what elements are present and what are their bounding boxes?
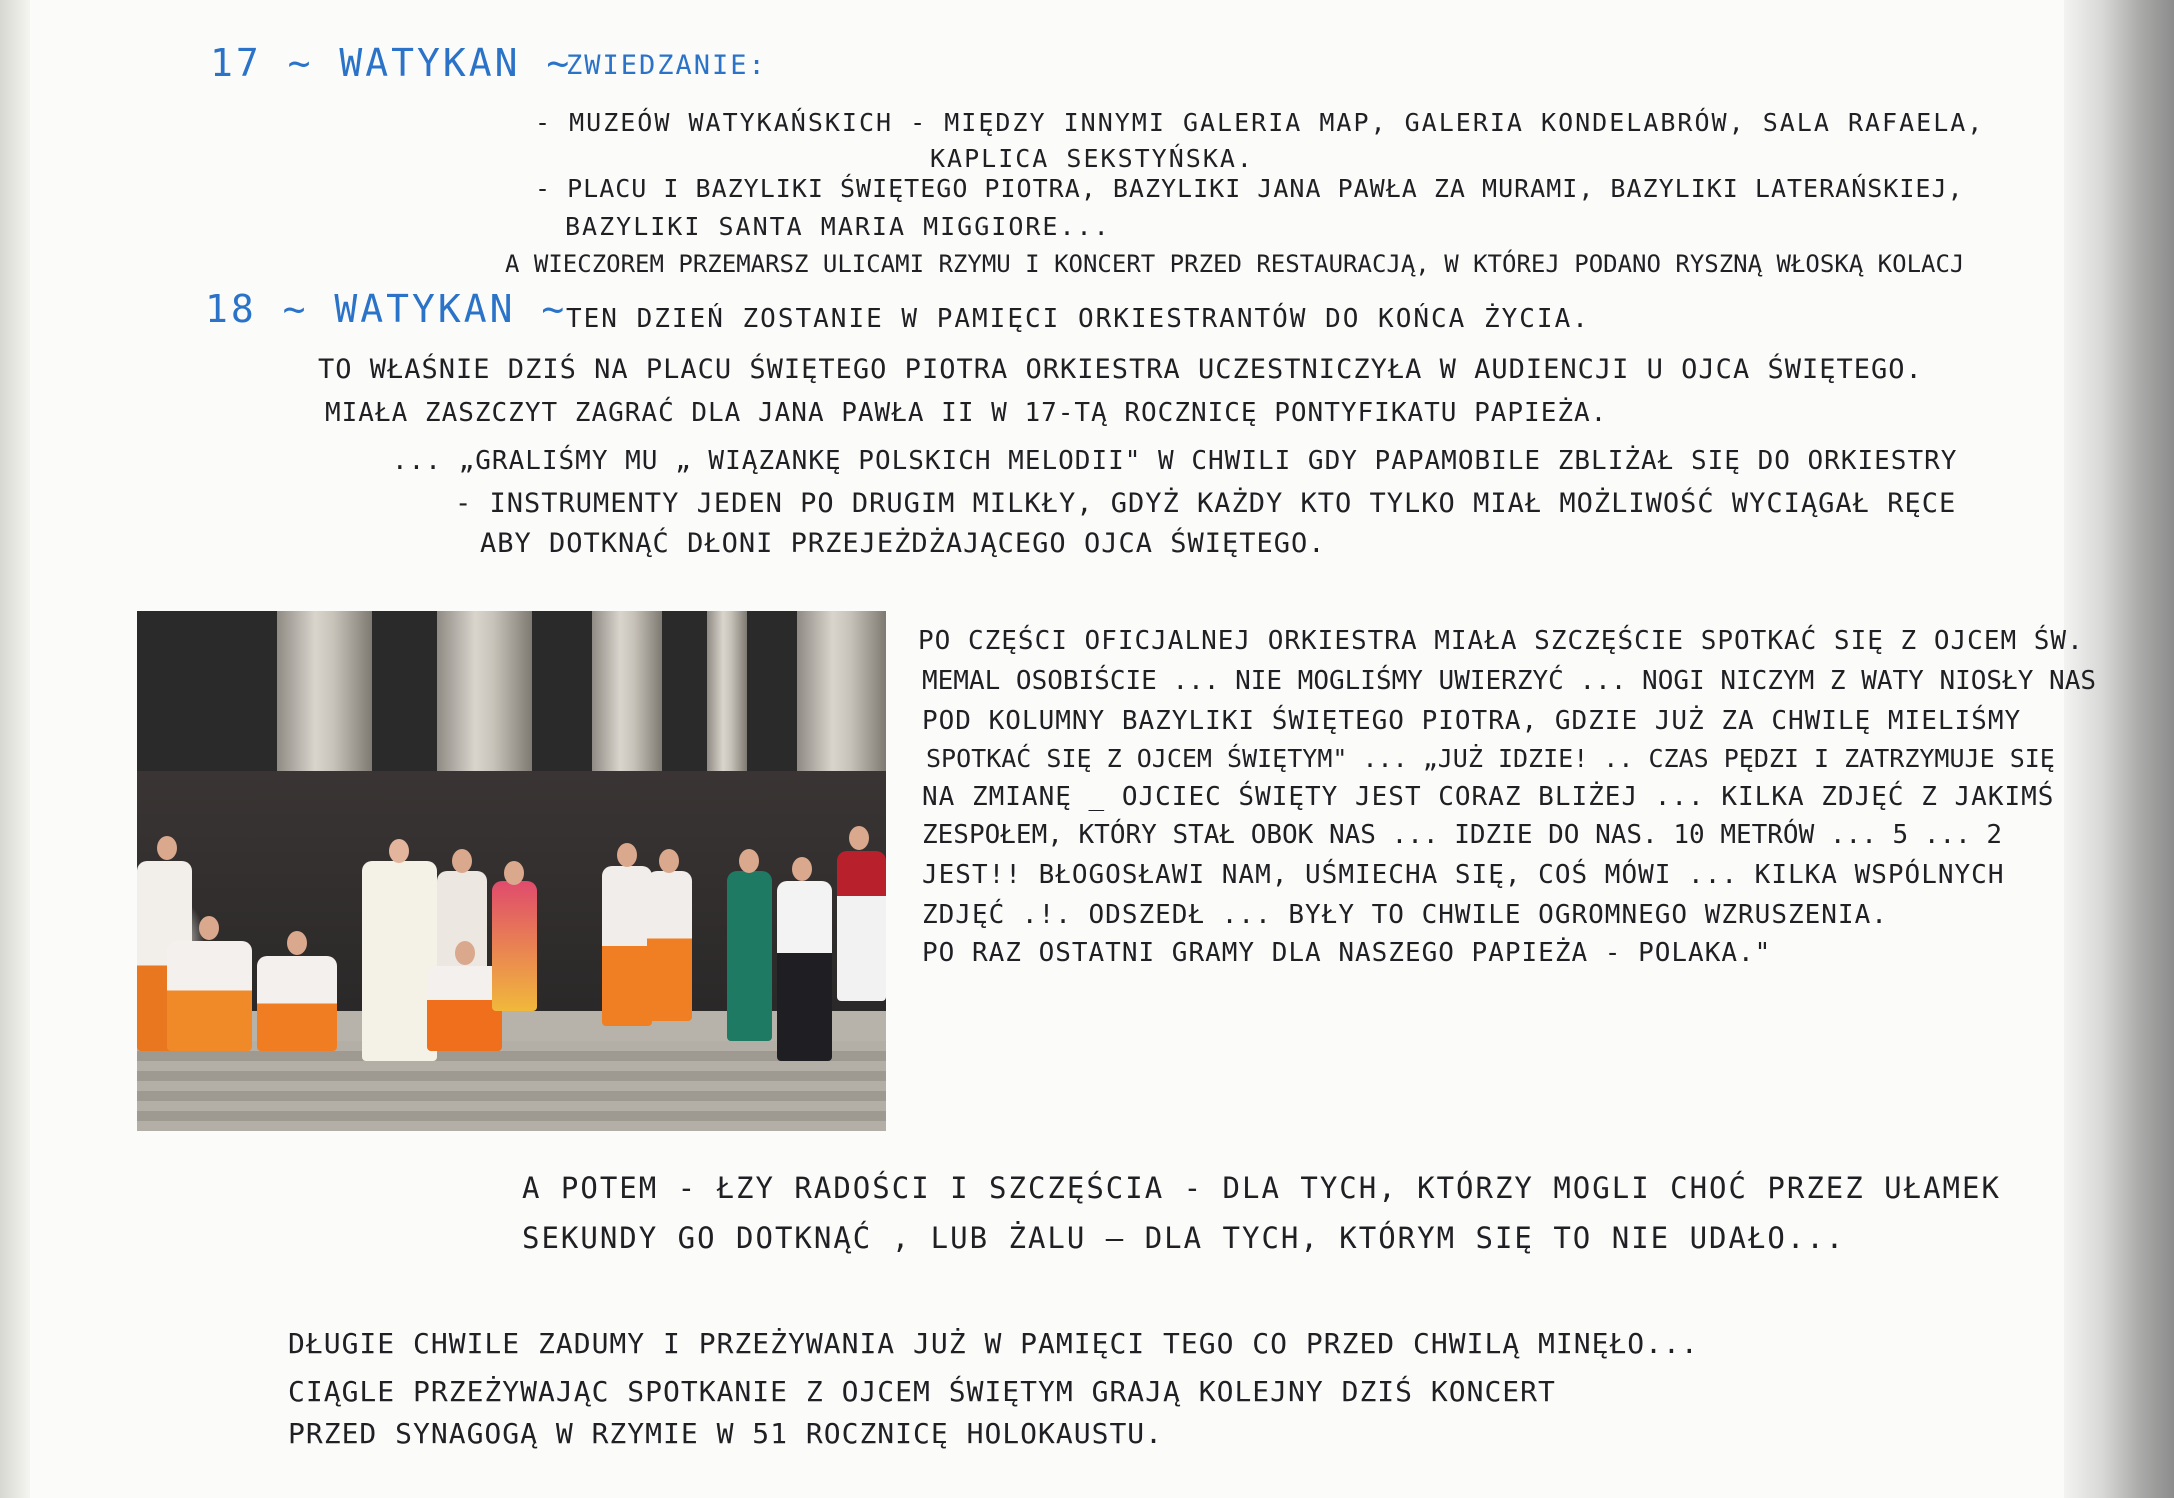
bottom-text-line: DŁUGIE CHWILE ZADUMY I PRZEŻYWANIA JUŻ W PAMIĘCI TEGO CO PRZED CHWILĄ MINĘŁO... (288, 1327, 1699, 1360)
entry-18-line: - INSTRUMENTY JEDEN PO DRUGIM MILKŁY, GDYŻ KAŻDY KTO TYLKO MIAŁ MOŻLIWOŚĆ WYCIĄGAŁ RĘCE (455, 488, 1957, 519)
right-text-line: ZESPOŁEM, KTÓRY STAŁ OBOK NAS ... IDZIE DO NAS. 10 METRÓW ... 5 ... 2 (922, 820, 2003, 850)
right-text-line: POD KOLUMNY BAZYLIKI ŚWIĘTEGO PIOTRA, GDZIE JUŻ ZA CHWILĘ MIELIŚMY (922, 706, 2022, 736)
pope-figure (362, 861, 437, 1061)
entry-17-label: 17 ~ WATYKAN ~ (210, 41, 573, 85)
album-binding (2064, 0, 2174, 1498)
right-text-line: JEST!! BŁOGOSŁAWI NAM, UŚMIECHA SIĘ, COŚ MÓWI ... KILKA WSPÓLNYCH (922, 860, 2005, 890)
entry-17-item: - PLACU I BAZYLIKI ŚWIĘTEGO PIOTRA, BAZYLIKI JANA PAWŁA ZA MURAMI, BAZYLIKI LATERAŃSKIEJ, (535, 174, 1964, 203)
right-text-line: MEMAL OSOBIŚCIE ... NIE MOGLIŚMY UWIERZYĆ ... NOGI NICZYM Z WATY NIOSŁY NAS (922, 666, 2096, 696)
right-text-line: PO CZĘŚCI OFICJALNEJ ORKIESTRA MIAŁA SZCZĘŚCIE SPOTKAĆ SIĘ Z OJCEM ŚW. (918, 626, 2084, 656)
entry-18-subheading: TEN DZIEŃ ZOSTANIE W PAMIĘCI ORKIESTRANTÓW DO KOŃCA ŻYCIA. (566, 304, 1590, 334)
right-text-line: ZDJĘĆ .!. ODSZEDŁ ... BYŁY TO CHWILE OGROMNEGO WZRUSZENIA. (922, 900, 1888, 930)
page-edge-shadow (0, 0, 30, 1498)
entry-17-item: KAPLICA SEKSTYŃSKA. (930, 144, 1254, 173)
entry-18-line: ... „GRALIŚMY MU „ WIĄZANKĘ POLSKICH MELODII" W CHWILI GDY PAPAMOBILE ZBLIŻAŁ SIĘ DO ORKIESTRY (392, 446, 1958, 476)
right-text-line: PO RAZ OSTATNI GRAMY DLA NASZEGO PAPIEŻA - POLAKA." (922, 938, 1772, 968)
bottom-text-line: PRZED SYNAGOGĄ W RZYMIE W 51 ROCZNICĘ HOLOKAUSTU. (288, 1417, 1164, 1450)
entry-18-label: 18 ~ WATYKAN ~ (205, 287, 568, 331)
entry-18-line: TO WŁAŚNIE DZIŚ NA PLACU ŚWIĘTEGO PIOTRA ORKIESTRA UCZESTNICZYŁA W AUDIENCJI U OJCA ŚWIĘTEGO. (318, 354, 1923, 385)
entry-18-line: ABY DOTKNĄĆ DŁONI PRZEJEŻDŻAJĄCEGO OJCA ŚWIĘTEGO. (480, 528, 1326, 559)
entry-17-subheading: ZWIEDZANIE: (566, 50, 767, 81)
bottom-text-line: CIĄGLE PRZEŻYWAJĄC SPOTKANIE Z OJCEM ŚWIĘTYM GRAJĄ KOLEJNY DZIŚ KONCERT (288, 1375, 1556, 1408)
entry-17-item: BAZYLIKI SANTA MARIA MIGGIORE... (565, 212, 1111, 241)
entry-18-line: MIAŁA ZASZCZYT ZAGRAĆ DLA JANA PAWŁA II W 17-TĄ ROCZNICĘ PONTYFIKATU PAPIEŻA. (325, 398, 1608, 428)
right-text-line: SPOTKAĆ SIĘ Z OJCEM ŚWIĘTYM" ... „JUŻ IDZIE! .. CZAS PĘDZI I ZATRZYMUJE SIĘ (926, 744, 2055, 773)
middle-text-line: SEKUNDY GO DOTKNĄĆ , LUB ŻALU — DLA TYCH, KTÓRYM SIĘ TO NIE UDAŁO... (522, 1221, 1846, 1255)
right-text-line: NA ZMIANĘ _ OJCIEC ŚWIĘTY JEST CORAZ BLIŻEJ ... KILKA ZDJĘĆ Z JAKIMŚ (922, 782, 2055, 812)
entry-17-item: - MUZEÓW WATYKAŃSKICH - MIĘDZY INNYMI GALERIA MAP, GALERIA KONDELABRÓW, SALA RAFAELA, (535, 108, 1985, 137)
audience-photo (137, 611, 886, 1131)
middle-text-line: A POTEM - ŁZY RADOŚCI I SZCZĘŚCIA - DLA TYCH, KTÓRZY MOGLI CHOĆ PRZEZ UŁAMEK (522, 1171, 2001, 1205)
entry-17-item: A WIECZOREM PRZEMARSZ ULICAMI RZYMU I KONCERT PRZED RESTAURACJĄ, W KTÓREJ PODANO RYSZNĄ WŁOSKĄ KOLACJ (505, 250, 1965, 278)
